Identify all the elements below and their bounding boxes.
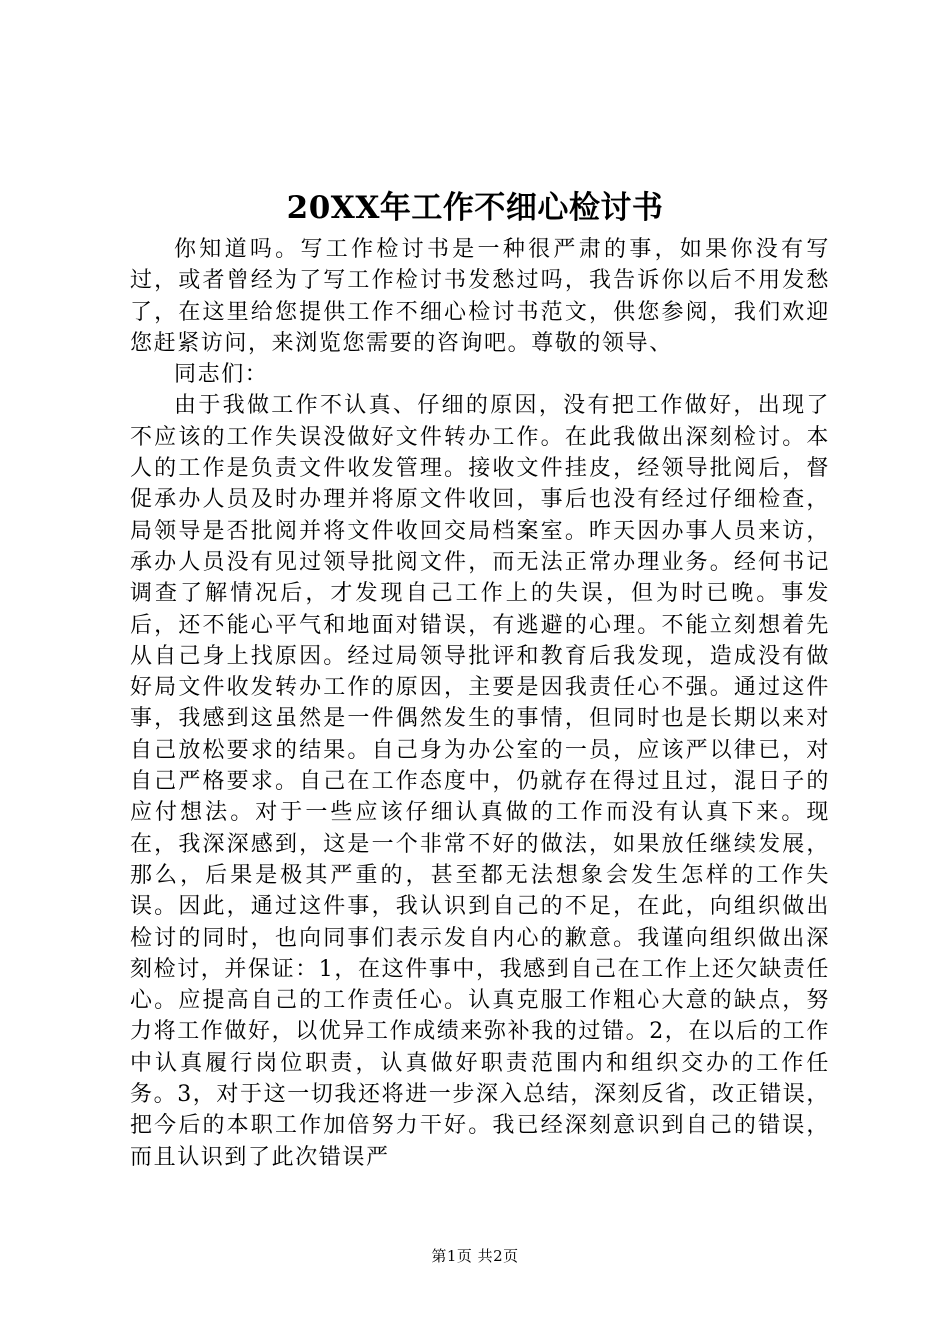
- body-paragraph: 你知道吗。写工作检讨书是一种很严肃的事，如果你没有写过，或者曾经为了写工作检讨书发愁过吗，我告诉你以后不用发愁了，在这里给您提供工作不细心检讨书范文，供您参阅，我们欢迎您赶紧访问，来浏览您需要的咨询吧。尊敬的领导、: [130, 237, 830, 356]
- page-title: 20XX年工作不细心检讨书: [286, 190, 664, 226]
- document-body: [130, 234, 830, 1173]
- page-number: 第1页 共2页: [431, 1247, 519, 1265]
- body-paragraph: 同志们：: [174, 362, 269, 388]
- body-paragraph: 由于我做工作不认真、仔细的原因，没有把工作做好，出现了不应该的工作失误没做好文件转办工作。在此我做出深刻检讨。本人的工作是负责文件收发管理。接收文件挂皮，经领导批阅后，督促承办人员及时办理并将原文件收回，事后也没有经过仔细检查，局领导是否批阅并将文件收回交局档案室。昨天因办事人员来访，承办人员没有见过领导批阅文件，而无法正常办理业务。经何书记调查了解情况后，才发现自己工作上的失误，但为时已晚。事发后，还不能心平气和地面对错误，有逃避的心理。不能立刻想着先从自己身上找原因。经过局领导批评和教育后我发现，造成没有做好局文件收发转办工作的原因，主要是因我责任心不强。通过这件事，我感到这虽然是一件偶然发生的事情，但同时也是长期以来对自己放松要求的结果。自己身为办公室的一员，应该严以律已，对自己严格要求。自己在工作态度中，仍就存在得过且过，混日子的应付想法。对于一些应该仔细认真做的工作而没有认真下来。现在，我深深感到，这是一个非常不好的做法，如果放任继续发展，那么，后果是极其严重的，甚至都无法想象会发生怎样的工作失误。因此，通过这件事，我认识到自己的不足，在此，向组织做出检讨的同时，也向同事们表示发自内心的歉意。我谨向组织做出深刻检讨，并保证：1，在这件事中，我感到自己在工作上还欠缺责任心。应提高自己的工作责任心。认真克服工作粗心大意的缺点，努力将工作做好，以优异工作成绩来弥补我的过错。2，在以后的工作中认真履行岗位职责，认真做好职责范围内和组织交办的工作任务。3，对于这一切我还将进一步深入总结，深刻反省，改正错误，把今后的本职工作加倍努力干好。我已经深刻意识到自己的错误，而且认识到了此次错误严: [130, 393, 830, 1170]
